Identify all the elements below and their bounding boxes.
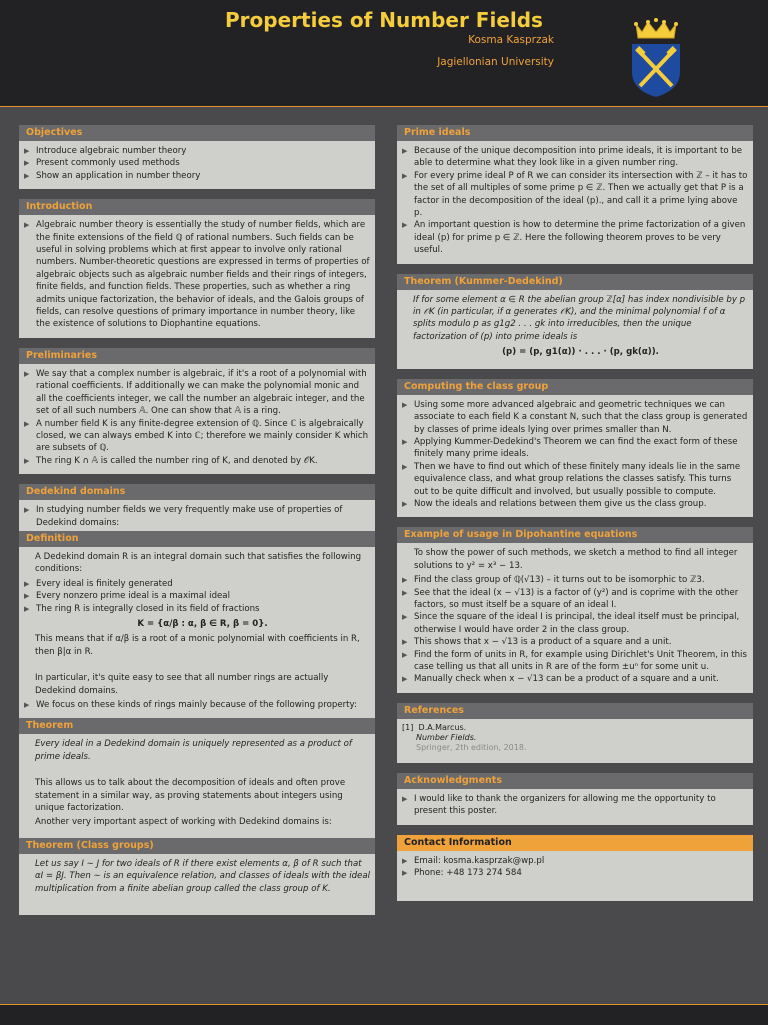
objectives-block	[19, 125, 375, 189]
definition-after: This means that if α/β is a root of a monic polynomial with coefficients in R, then β|α in R.	[35, 634, 360, 657]
kummer-equation: (p) = (p, g1(α)) · . . . · (p, gk(α)).	[502, 347, 659, 358]
list-item: ▶ Since the square of the ideal I is principal, the ideal itself must be principal, otherwise I would have order 2 in the class group.	[402, 611, 748, 636]
contact-phone: ▶ Phone: +48 173 274 584	[402, 867, 748, 879]
list-item: ▶ Every ideal is finitely generated	[24, 578, 370, 590]
references-block	[397, 703, 753, 763]
acknowledgments-title: Acknowledgments	[397, 773, 753, 789]
theorem-class-statement: Let us say I ∼ J for two ideals of R if there exist elements α, β of R such that αI = βJ. Then ∼ is an equivalence relation, and classes of ideals with the ideal multiplication from a finite abelian group called the class group of K.	[35, 858, 370, 894]
reference-author: D.A.Marcus.	[418, 722, 467, 732]
list-item: ▶ Now the ideals and relations between them give us the class group.	[402, 498, 748, 510]
list-item: ▶ Find the class group of ℚ(√13) – it turns out to be isomorphic to ℤ3.	[402, 574, 748, 586]
theorem-statement: Every ideal in a Dedekind domain is uniquely represented as a product of prime ideals.	[35, 739, 352, 762]
example-block	[397, 527, 753, 692]
introduction-block	[19, 199, 375, 338]
example-title: Example of usage in Dipohantine equations	[397, 527, 753, 543]
list-item: ▶ For every prime ideal P of R we can consider its intersection with ℤ – it has to the set of all multiples of some prime p ∈ ℤ. Then we actually get that P is a factor in the decomposition of the ideal (p)., and call it a prime lying above p.	[402, 170, 748, 220]
objectives-title: Objectives	[19, 125, 375, 141]
list-item: ▶ An important question is how to determine the prime factorization of a given ideal (p) for prime p ∈ ℤ. Here the following theorem proves to be very useful.	[402, 219, 748, 256]
list-item: ▶ Present commonly used methods	[24, 157, 370, 169]
kummer-block	[397, 274, 753, 369]
theorem-title: Theorem	[19, 718, 375, 734]
list-item: ▶ A number field K is any finite-degree extension of ℚ. Since ℂ is algebraically closed, we can always embed K into ℂ; therefore we mainly consider K which are subsets of ℚ.	[24, 418, 370, 455]
author-name: Kosma Kasprzak	[468, 34, 554, 46]
list-item: ▶ Then we have to find out which of these finitely many ideals lie in the same equivalence class, and what group relations the classes satisfy. This turns out to be quite difficult and involved, but usually possible to compute.	[402, 461, 748, 498]
definition-particular: In particular, it's quite easy to see that all number rings are actually Dedekind domains.	[35, 673, 329, 696]
reference-publisher: Springer, 2th edition, 2018.	[416, 742, 527, 752]
reference-book: Number Fields.	[416, 732, 477, 742]
kummer-statement: If for some element α ∈ R the abelian group ℤ[α] has index nondivisible by p in 𝒪K (in particular, if α generates 𝒪K), and the minimal polynomial f of α splits modulo p as g1g2 . . . gk into irreducibles, then the unique factorization of (p) into prime ideals is	[413, 294, 746, 342]
reference-number: [1]	[402, 722, 414, 732]
preliminaries-block	[19, 348, 375, 474]
contact-title: Contact Information	[397, 835, 753, 851]
preliminaries-title: Preliminaries	[19, 348, 375, 364]
theorem-after2: Another very important aspect of working with Dedekind domains is:	[35, 817, 332, 828]
list-item: ▶ Because of the unique decomposition into prime ideals, it is important to be able to determine what they look like in a given number ring.	[402, 145, 748, 170]
list-item: ▶ Show an application in number theory	[24, 170, 370, 182]
poster-footer	[0, 1004, 768, 1025]
list-item: ▶ We say that a complex number is algebraic, if it's a root of a polynomial with rational coefficients. If additionally we can make the polynomial monic and all the coefficients integer, we call the number an algebraic integer, and the set of all such numbers 𝔸. One can show that 𝔸 is a ring.	[24, 368, 370, 418]
theorem-after1: This allows us to talk about the decomposition of ideals and often prove statement in a similar way, as proving statements about integers using unique factorization.	[35, 778, 346, 814]
institution-name: Jagiellonian University	[437, 56, 554, 68]
prime-ideals-block	[397, 125, 753, 264]
university-crest-icon	[626, 18, 686, 98]
list-item: ▶ The ring K ∩ 𝔸 is called the number ring of K, and denoted by 𝒪K.	[24, 455, 370, 467]
references-title: References	[397, 703, 753, 719]
definition-intro: A Dedekind domain R is an integral domain such that satisfies the following conditions:	[35, 551, 362, 575]
kummer-title: Theorem (Kummer-Dedekind)	[397, 274, 753, 290]
right-column	[397, 125, 753, 911]
list-item: ▶ The ring R is integrally closed in its field of fractions	[24, 603, 370, 615]
list-item: ▶ Find the form of units in R, for example using Dirichlet's Unit Theorem, in this case telling us that all units in R are of the form ±uⁿ for some unit u.	[402, 649, 748, 674]
left-column	[19, 125, 375, 915]
list-item: ▶ Algebraic number theory is essentially the study of number fields, which are the finite extensions of the field ℚ of rational numbers. Such fields can be useful in solving problems which at first appear to involve only rational numbers. Number-theoretic questions are expressed in terms of properties of algebraic objects such as algebraic number fields and their rings of integers, finite fields, and function fields. These properties, such as whether a ring admits unique factorization, the behavior of ideals, and the Galois groups of fields, can resolve questions of primary importance in number theory, like the existence of solutions to Diophantine equations.	[24, 219, 370, 331]
acknowledgments-block	[397, 773, 753, 825]
dedekind-title: Dedekind domains	[19, 484, 375, 500]
theorem-class-title: Theorem (Class groups)	[19, 838, 375, 854]
list-item: ▶ Introduce algebraic number theory	[24, 145, 370, 157]
list-item: ▶ Every nonzero prime ideal is a maximal ideal	[24, 590, 370, 602]
list-item: ▶ This shows that x − √13 is a product of a square and a unit.	[402, 636, 748, 648]
list-item: ▶ In studying number fields we very frequently make use of properties of Dedekind domains:	[24, 504, 370, 529]
introduction-title: Introduction	[19, 199, 375, 215]
computing-block	[397, 379, 753, 518]
contact-email[interactable]: ▶ Email: kosma.kasprzak@wp.pl	[402, 855, 748, 867]
dedekind-block	[19, 484, 375, 915]
contact-block	[397, 835, 753, 902]
list-item: ▶ Manually check when x − √13 can be a product of a square and a unit.	[402, 673, 748, 685]
definition-equation: K = {α/β : α, β ∈ R, β = 0}.	[137, 618, 268, 629]
list-item: ▶ Using some more advanced algebraic and geometric techniques we can associate to each field K a constant N, such that the class group is generated by classes of prime ideals lying over primes smaller than N.	[402, 399, 748, 436]
example-intro: To show the power of such methods, we sketch a method to find all integer solutions to y² = x³ − 13.	[414, 548, 738, 571]
definition-title: Definition	[19, 531, 375, 547]
list-item: ▶ I would like to thank the organizers for allowing me the opportunity to present this poster.	[402, 793, 748, 818]
list-item: ▶ See that the ideal (x − √13) is a factor of (y²) and is coprime with the other factors, so must itself be a square of an ideal I.	[402, 587, 748, 612]
poster-header	[0, 0, 768, 107]
computing-title: Computing the class group	[397, 379, 753, 395]
list-item: ▶ We focus on these kinds of rings mainly because of the following property:	[24, 699, 370, 711]
list-item: ▶ Applying Kummer-Dedekind's Theorem we can find the exact form of these finitely many prime ideals.	[402, 436, 748, 461]
prime-ideals-title: Prime ideals	[397, 125, 753, 141]
poster-title: Properties of Number Fields	[225, 8, 543, 32]
